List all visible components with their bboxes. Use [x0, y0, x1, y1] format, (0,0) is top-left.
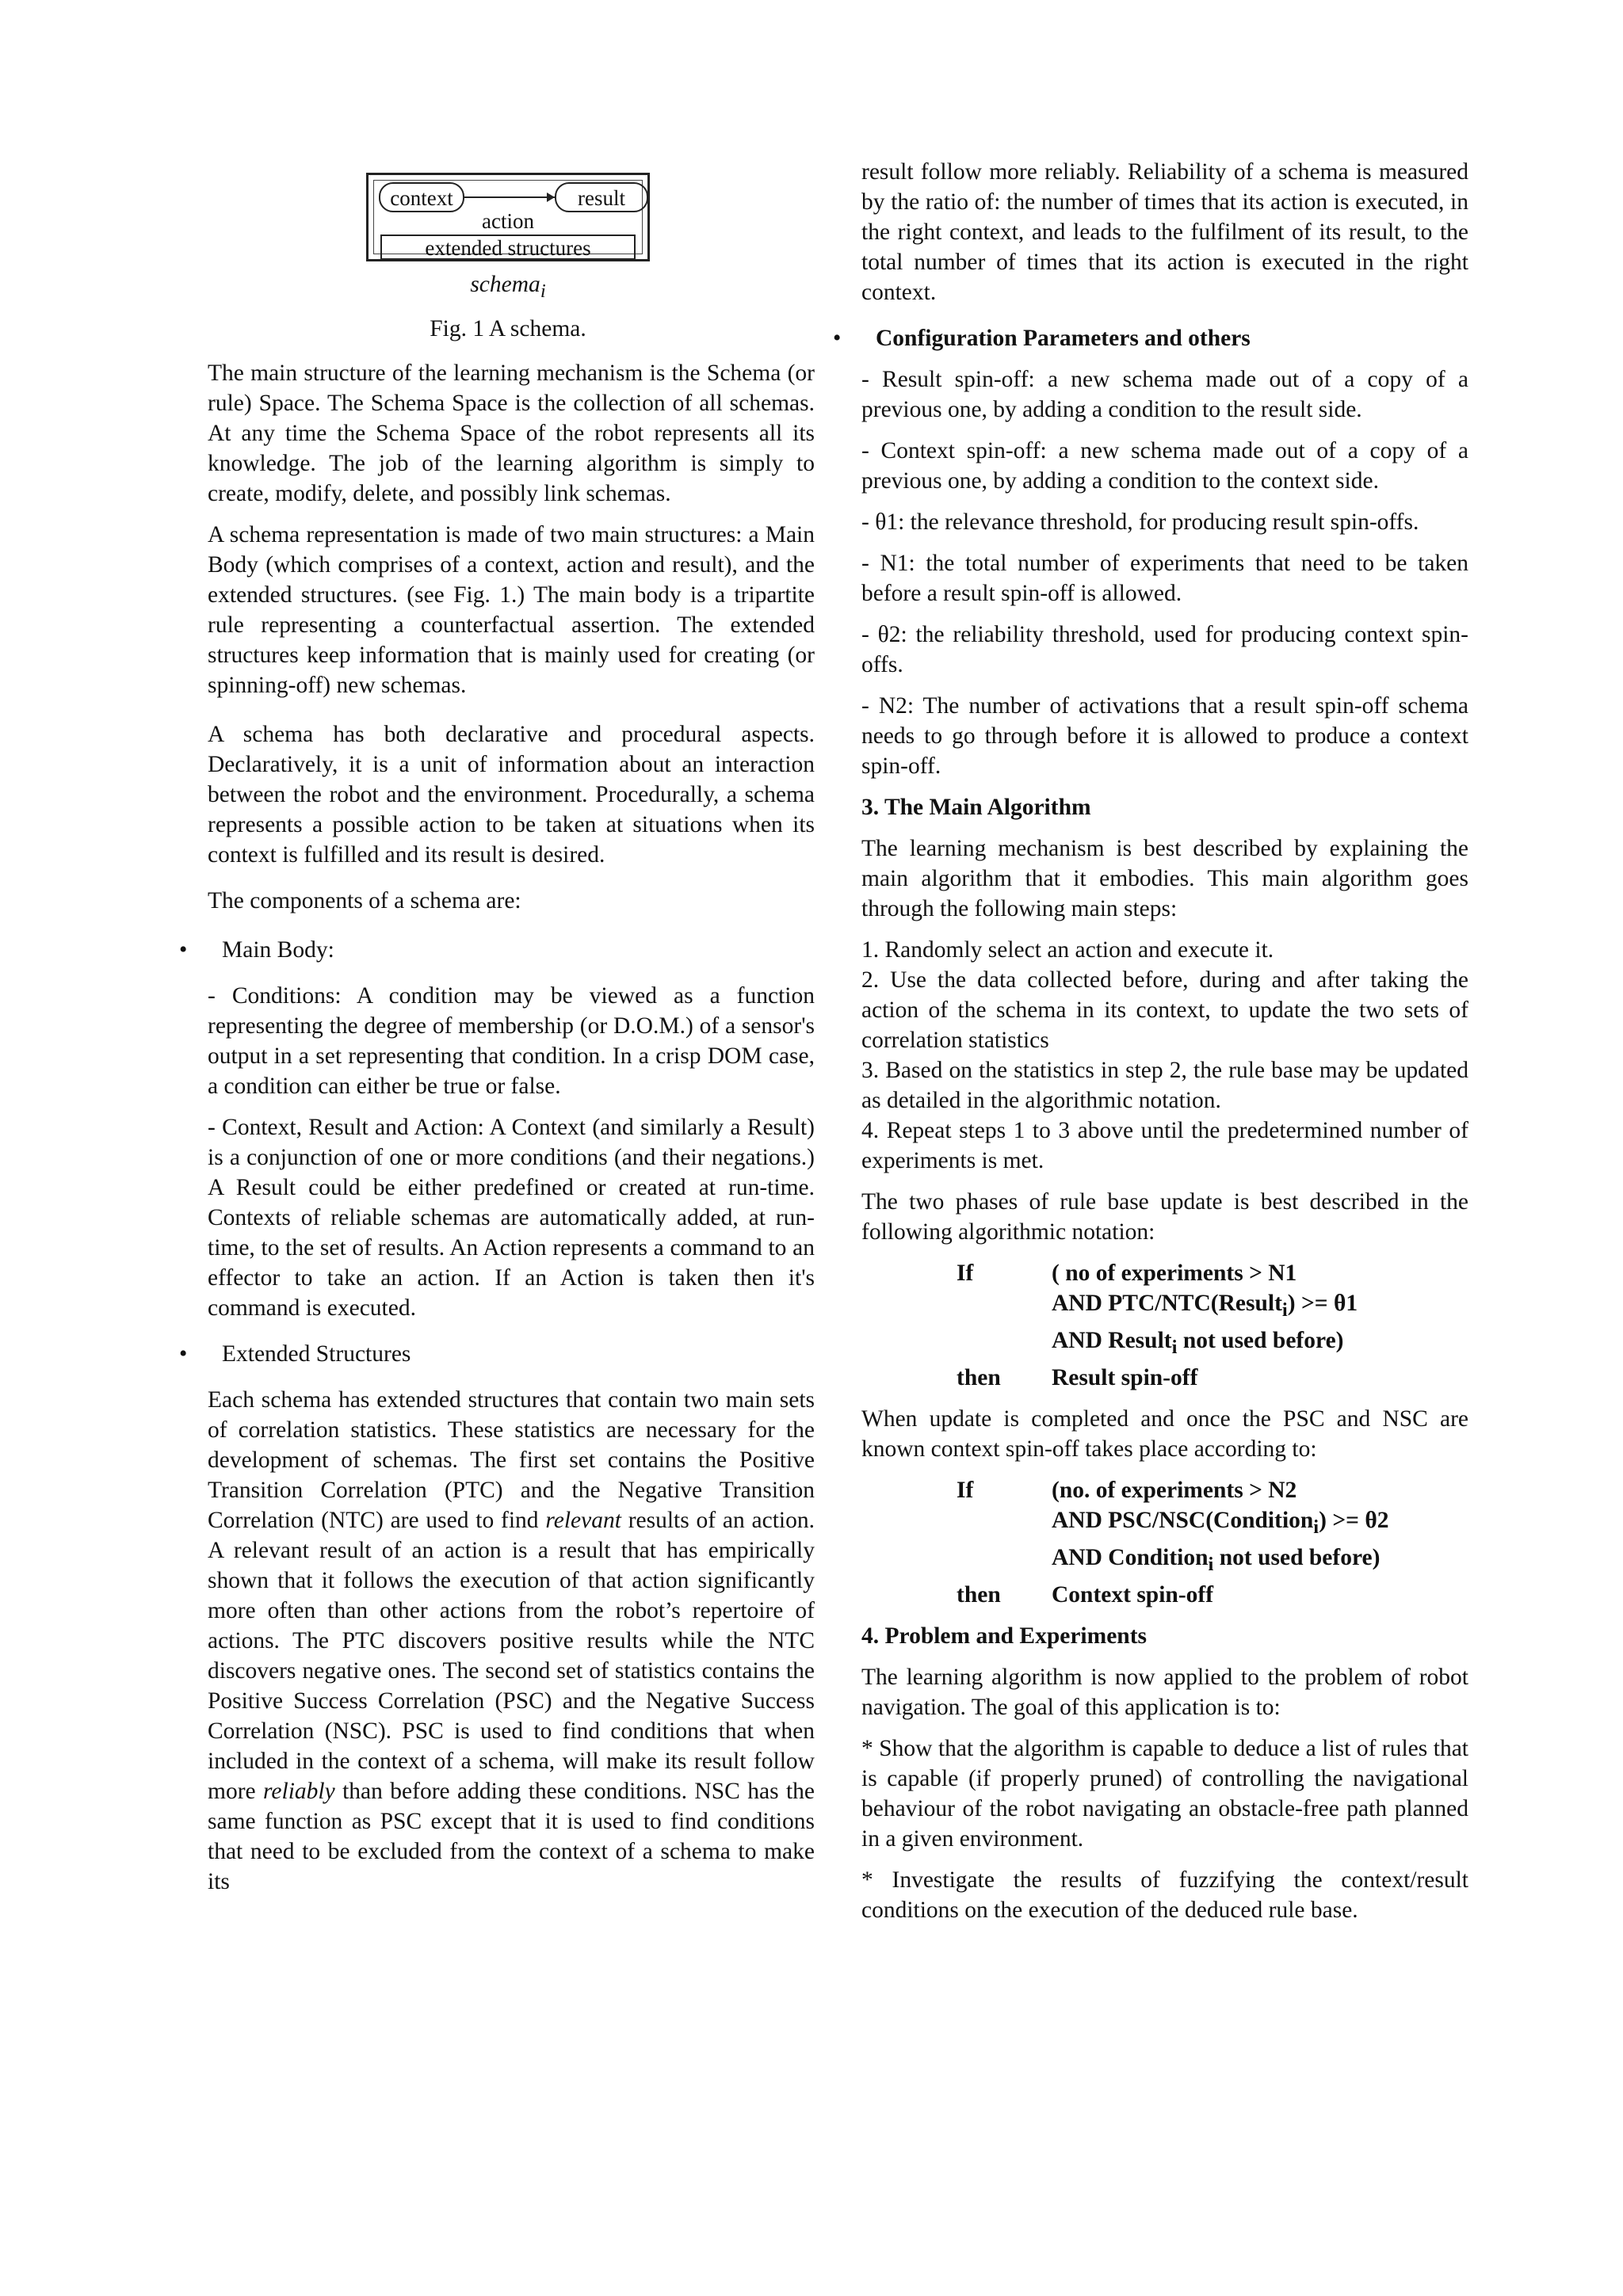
right-column — [833, 157, 1468, 1925]
schema-diagram — [366, 173, 650, 261]
bullet-item: • Configuration Parameters and others — [861, 323, 1468, 353]
algo-keyword: If — [957, 1261, 974, 1286]
figure-caption: Fig. 1 A schema. — [430, 316, 586, 341]
section-heading: 4. Problem and Experiments — [861, 1623, 1148, 1649]
paragraph: - Conditions: A condition may be viewed as a function representing the degree of membership (or D.O.M.) of a sensor's output in a set representing that condition. In a crisp DOM case, a condition can either be true or false. — [208, 983, 815, 1099]
bullet-icon: • — [179, 1341, 188, 1367]
schema-figure — [208, 157, 815, 347]
bullet-item: • Main Body: — [208, 935, 815, 965]
step-item: 1. Randomly select an action and execute it. — [861, 937, 1274, 963]
paragraph: result follow more reliably. Reliability of a schema is measured by the ratio of: the number of times that its action is executed, in the right context, and leads to the fulfilment of its result, to the total number of times that its action is executed in the right context. — [861, 159, 1468, 305]
algo-keyword: then — [957, 1581, 1001, 1608]
algo-keyword: If — [957, 1477, 974, 1503]
left-column — [179, 157, 815, 1897]
paragraph: * Show that the algorithm is capable to deduce a list of rules that is capable (if properly pruned) of controlling the navigational behaviour of the robot navigating an obstacle-free path planned in a given environment. — [861, 1735, 1468, 1852]
algorithm-block-2: If (no. of experiments > N2 AND PSC/NSC(Condition$_i$) >= θ2 AND Condition$_i$ not used before) then Context spin-off — [957, 1475, 1468, 1610]
paragraph: The main structure of the learning mechanism is the Schema (or rule) Space. The Schema Space is the collection of all schemas. At any time the Schema Space of the robot represents all its knowledge. The job of the learning algorithm is simply to create, modify, delete, and possibly link schemas. — [208, 360, 815, 506]
paragraph: * Investigate the results of fuzzifying the context/result conditions on the execution of the deduced rule base. — [861, 1867, 1468, 1923]
paragraph: A schema representation is made of two main structures: a Main Body (which comprises of a context, action and result), and the extended structures. (see Fig. 1.) The main body is a tripartite rule representing a counterfactual assertion. The extended structures keep information that is mainly used for creating (or spinning-off) new schemas. — [208, 522, 815, 698]
bullet-icon: • — [833, 326, 842, 351]
paragraph: - N2: The number of activations that a result spin-off schema needs to go through before it is allowed to produce a context spin-off. — [861, 693, 1468, 779]
extended-structures-box: extended structures — [380, 235, 636, 260]
context-node: context — [379, 182, 464, 212]
step-item: 3. Based on the statistics in step 2, the rule base may be updated as detailed in the algorithmic notation. — [861, 1058, 1468, 1113]
step-item: 2. Use the data collected before, during and after taking the action of the schema in its context, to update the two sets of correlation statistics — [861, 967, 1468, 1053]
paragraph: - N1: the total number of experiments that need to be taken before a result spin-off is allowed. — [861, 551, 1468, 606]
step-item: 4. Repeat steps 1 to 3 above until the predetermined number of experiments is met. — [861, 1118, 1468, 1173]
action-label: action — [482, 209, 534, 233]
paragraph: - θ1: the relevance threshold, for producing result spin-offs. — [861, 509, 1419, 535]
bullet-icon: • — [179, 937, 188, 963]
paragraph: - Context, Result and Action: A Context (and similarly a Result) is a conjunction of one or more conditions (and their negations.) A Result could be either predefined or created at run-time. Contexts of reliable schemas are automatically added, at run-time, to the set of results. An Action represents a command to an effector to take an action. If an Action is taken then it's command is executed. — [208, 1115, 815, 1321]
paragraph: The components of a schema are: — [208, 888, 521, 913]
paragraph: - Context spin-off: a new schema made out of a copy of a previous one, by adding a condition to the context side. — [861, 438, 1468, 494]
paragraph: When update is completed and once the PSC and NSC are known context spin-off takes place according to: — [861, 1405, 1468, 1462]
paragraph: The two phases of rule base update is best described in the following algorithmic notation: — [861, 1189, 1468, 1245]
bullet-item: • Extended Structures — [208, 1339, 815, 1369]
paragraph: A schema has both declarative and procedural aspects. Declaratively, it is a unit of information about an interaction between the robot and the environment. Procedurally, a schema represents a possible action to be taken at situations when its context is fulfilled and its result is desired. — [208, 722, 815, 868]
paragraph: Each schema has extended structures that contain two main sets of correlation statistics. These statistics are necessary for the development of schemas. The first set contains the Positive Transition Correlation (PTC) and the Negative Transition Correlation (NTC) are used to find relevant results of an action. A relevant result of an action is a result that has empirically shown that it follows the execution of that action significantly more often than other actions from the robot’s repertoire of actions. The PTC discovers positive results while the NTC discovers negative ones. The second set of statistics contains the Positive Success Correlation (PSC) and the Negative Success Correlation (NSC). PSC is used to find conditions that when included in the context of a schema, will make its result follow more reliably than before adding these conditions. NSC has the same function as PSC except that it is used to find conditions that need to be excluded from the context of a schema to make its — [208, 1387, 815, 1894]
algorithm-block-1: If ( no of experiments > N1 AND PTC/NTC(Result$_i$) >= θ1 AND Result$_i$ not used before) then Result spin-off — [957, 1258, 1468, 1393]
paragraph: - Result spin-off: a new schema made out of a copy of a previous one, by adding a condition to the result side. — [861, 367, 1468, 422]
paragraph: The learning algorithm is now applied to the problem of robot navigation. The goal of this application is to: — [861, 1664, 1468, 1720]
schema-caption: schema$_i$ — [470, 272, 546, 302]
paragraph: The learning mechanism is best described by explaining the main algorithm that it embodies. This main algorithm goes through the following main steps: — [861, 836, 1468, 921]
result-node: result — [555, 182, 648, 212]
algo-keyword: then — [957, 1364, 1001, 1390]
action-arrow — [464, 196, 555, 198]
section-heading: 3. The Main Algorithm — [861, 795, 1091, 820]
paragraph: - θ2: the reliability threshold, used for producing context spin-offs. — [861, 622, 1468, 677]
